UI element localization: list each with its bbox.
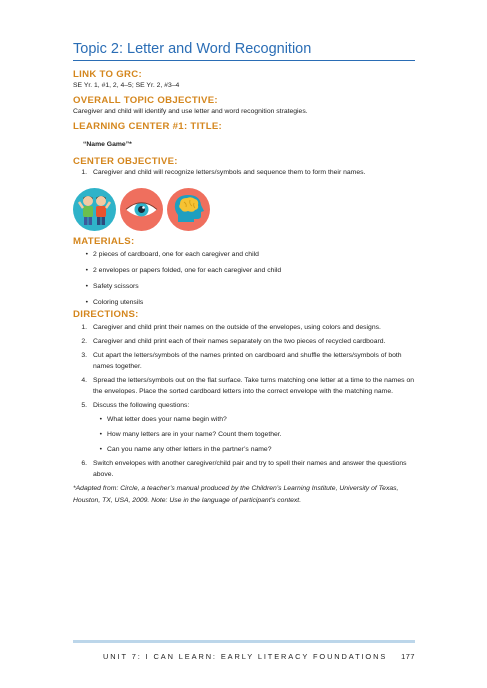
footer-unit-title: UNIT 7: I CAN LEARN: EARLY LITERACY FOUNDATIONS: [103, 652, 388, 661]
item-text: 2 pieces of cardboard, one for each caregiver and child: [93, 251, 259, 259]
learning-center-heading: LEARNING CENTER #1: TITLE:: [73, 121, 223, 132]
list-item: • Coloring utensils: [85, 299, 144, 307]
list-item: • How many letters are in your name? Count them together.: [99, 431, 282, 439]
list-item: • 2 envelopes or papers folded, one for each caregiver and child: [85, 267, 282, 275]
overall-objective-heading: OVERALL TOPIC OBJECTIVE:: [73, 95, 218, 106]
link-grc-heading: LINK TO GRC:: [73, 69, 142, 80]
item-number: 1.: [81, 168, 87, 176]
list-item: [73, 400, 418, 455]
footer-divider: [73, 640, 415, 643]
topic-title: Topic 2: Letter and Word Recognition: [73, 41, 312, 57]
item-text: Caregiver and child print each of their names separately on the two pieces of recycled cardboard.: [93, 338, 386, 346]
center-objective-list: [73, 168, 418, 179]
learning-center-section: [73, 121, 418, 149]
directions-heading: DIRECTIONS:: [73, 309, 139, 321]
list-item: • Safety scissors: [85, 283, 139, 291]
overall-objective-text: Caregiver and child will identify and use letter and word recognition strategies.: [73, 108, 308, 115]
list-item: [73, 458, 418, 480]
directions-list: [73, 322, 418, 480]
item-number: 2.: [81, 338, 87, 346]
list-item: • What letter does your name begin with?: [99, 416, 227, 424]
page-number: 177: [401, 652, 415, 661]
item-text: Cut apart the letters/symbols of the names printed on cardboard and shuffle the letters/symbols of both names together.: [93, 352, 402, 371]
materials-heading: MATERIALS:: [73, 236, 135, 248]
icon-row: [73, 188, 418, 232]
list-item: [73, 168, 418, 179]
list-item: • 2 pieces of cardboard, one for each caregiver and child: [85, 251, 259, 259]
materials-list: [73, 250, 418, 307]
list-item: [73, 350, 418, 372]
footer: [103, 652, 415, 661]
item-number: 6.: [81, 460, 87, 468]
item-text: Coloring utensils: [93, 299, 144, 307]
item-text: Spread the letters/symbols out on the flat surface. Take turns matching one letter at a time to the names on the envelopes. Place the sorted cardboard letters into the correct envelope with the matching name.: [93, 377, 415, 396]
children-icon: [73, 188, 116, 231]
list-item: [73, 322, 418, 333]
item-text: Caregiver and child print their names on the outside of the envelopes, using colors and designs.: [93, 324, 381, 332]
item-number: 4.: [81, 377, 87, 385]
question-list: [93, 414, 418, 455]
item-number: 1.: [81, 324, 87, 332]
item-text: What letter does your name begin with?: [107, 416, 227, 424]
link-grc-text: SE Yr. 1, #1, 2, 4–5; SE Yr. 2, #3–4: [73, 82, 180, 89]
center-objective-heading: CENTER OBJECTIVE:: [73, 155, 178, 167]
directions-section: [73, 309, 418, 480]
item-number: 5.: [81, 402, 87, 410]
item-text: Caregiver and child will recognize letters/symbols and sequence them to form their names.: [93, 168, 366, 176]
item-number: 3.: [81, 352, 87, 360]
materials-section: [73, 236, 418, 307]
learning-center-title: “Name Game”*: [83, 140, 132, 148]
item-text: Switch envelopes with another caregiver/child pair and try to spell their names and answer the questions above.: [93, 460, 407, 479]
list-item: [73, 336, 418, 347]
title-divider: [73, 60, 415, 61]
link-grc-section: [73, 69, 418, 90]
list-item: [73, 375, 418, 397]
brain-head-icon: [167, 188, 210, 231]
overall-objective-section: [73, 95, 418, 116]
eye-icon: [120, 188, 163, 231]
item-text: Discuss the following questions:: [93, 402, 190, 410]
item-text: How many letters are in your name? Count them together.: [107, 431, 282, 439]
item-text: 2 envelopes or papers folded, one for each caregiver and child: [93, 267, 282, 275]
item-text: Can you name any other letters in the partner’s name?: [107, 446, 272, 454]
center-objective-section: [73, 156, 418, 179]
item-text: Safety scissors: [93, 283, 139, 291]
list-item: • Can you name any other letters in the partner’s name?: [99, 446, 272, 454]
content: [73, 69, 418, 514]
adapted-from-note: *Adapted from: Circle, a teacher’s manual produced by the Children’s Learning Institute, University of Texas, Houston, TX, USA, 2009. Note: Use in the language of participant’s context.: [73, 485, 399, 505]
